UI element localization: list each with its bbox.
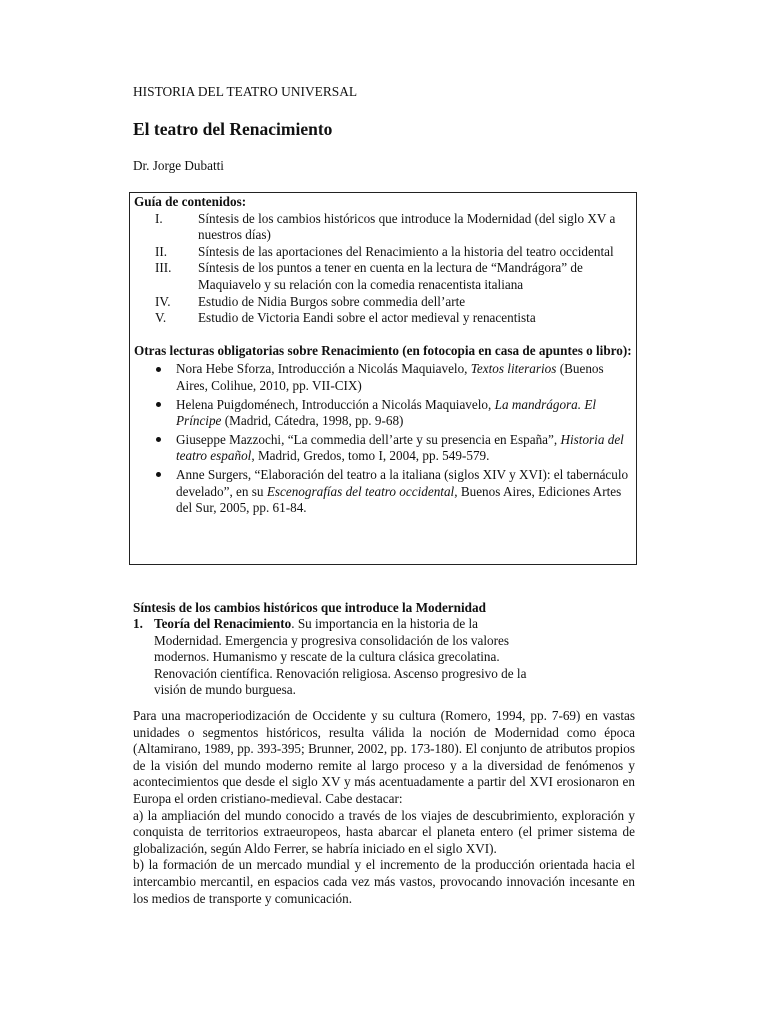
guide-item-text: Síntesis de los cambios históricos que introduce la Modernidad (del siglo XV a nuestros días) <box>198 210 616 243</box>
reading-publication: , Madrid, Gredos, tomo I, 2004, pp. 549-579. <box>251 448 490 464</box>
guide-item-number: I. <box>155 210 163 226</box>
guide-heading: Guía de contenidos: <box>134 194 247 209</box>
reading-book-title: Historia del teatro español <box>176 431 624 464</box>
guide-item <box>134 294 632 311</box>
reading-text: Nora Hebe Sforza, Introducción a Nicolás Maquiavelo, <box>176 361 471 377</box>
bullet-icon <box>156 367 161 372</box>
guide-item <box>134 310 632 327</box>
guide-item-text: Síntesis de los puntos a tener en cuenta en la lectura de “Mandrágora” de Maquiavelo y su relación con la comedia renacentista italiana <box>198 260 583 292</box>
reading-book-title: La mandrágora. El Príncipe <box>176 396 597 429</box>
guide-item-text: Síntesis de las aportaciones del Renacimiento a la historia del teatro occidental <box>198 243 614 259</box>
guide-item <box>134 244 632 261</box>
document-title: El teatro del Renacimiento <box>133 119 333 139</box>
point-description: . Su importancia en la historia de la Modernidad. Emergencia y progresiva consolidación de los valores modernos. Humanismo y rescate de la cultura clásica grecolatina. Renovación científica. Renovación religiosa. Ascenso progresivo de la visión de mundo burguesa. <box>154 616 527 698</box>
guide-item-text: Estudio de Nidia Burgos sobre commedia dell’arte <box>198 293 466 309</box>
reading-text: Giuseppe Mazzochi, “La commedia dell’arte y su presencia en España”, <box>176 431 561 447</box>
point-heading: Teoría del Renacimiento <box>154 616 292 631</box>
body-paragraph: Para una macroperiodización de Occidente y su cultura (Romero, 1994, pp. 7-69) en vastas unidades o segmentos históricos, resulta válida la noción de Modernidad como época (Altamirano, 1989, pp. 393-395; Brunner, 2002, pp. 173-180). El conjunto de atributos propios de la visión del mundo moderno remite al largo proceso y a la diversidad de fenómenos y acontecimientos que desde el siglo XV y más acentuadamente a partir del XVI erosionaron en Europa el orden cristiano-medieval. Cabe destacar: <box>133 708 635 806</box>
reading-publication: (Buenos Aires, Colihue, 2010, pp. VII-CIX) <box>176 361 604 393</box>
guide-item-text: Estudio de Victoria Eandi sobre el actor medieval y renacentista <box>198 310 536 326</box>
reading-item <box>134 361 632 394</box>
reading-text: Anne Surgers, “Elaboración del teatro a la italiana (siglos XIV y XVI): el tabernáculo develado”, en su <box>176 466 629 499</box>
numbered-point <box>133 616 543 699</box>
readings-heading: Otras lecturas obligatorias sobre Renacimiento (en fotocopia en casa de apuntes o libro): <box>134 342 632 358</box>
body-paragraph: b) la formación de un mercado mundial y el incremento de la producción orientada hacia el intercambio mercantil, en espacios cada vez más vastos, provocando innovación incesante en los medios de transporte y comunicación. <box>133 857 635 906</box>
guide-item-number: II. <box>155 243 168 259</box>
bullet-icon <box>156 472 161 477</box>
reading-publication: (Madrid, Cátedra, 1998, pp. 9-68) <box>221 413 404 429</box>
reading-item <box>134 467 632 517</box>
reading-item <box>134 432 632 465</box>
bullet-icon <box>156 402 161 407</box>
section-title: Síntesis de los cambios históricos que introduce la Modernidad <box>133 600 486 615</box>
author-name: Dr. Jorge Dubatti <box>133 158 224 173</box>
guide-item <box>134 260 632 293</box>
guide-item-number: III. <box>155 260 172 276</box>
body-paragraph: a) la ampliación del mundo conocido a través de los viajes de descubrimiento, exploración y conquista de territorios extraeuropeos, hasta abarcar el planeta entero (el primer sistema de globalización, según Aldo Ferrer, se habría iniciado en el siglo XVI). <box>133 807 635 856</box>
body-text <box>133 708 635 907</box>
reading-book-title: Textos literarios <box>470 361 557 377</box>
course-header: HISTORIA DEL TEATRO UNIVERSAL <box>133 84 358 99</box>
guide-item <box>134 211 632 244</box>
reading-text: Helena Puigdoménech, Introducción a Nicolás Maquiavelo, <box>176 396 495 412</box>
guide-item-number: V. <box>155 310 167 326</box>
reading-item <box>134 397 632 430</box>
bullet-icon <box>156 437 161 442</box>
contents-box <box>129 192 637 565</box>
reading-publication: , Buenos Aires, Ediciones Artes del Sur, 2005, pp. 61-84. <box>176 483 622 516</box>
point-number: 1. <box>133 616 143 631</box>
guide-item-number: IV. <box>155 293 171 309</box>
reading-book-title: Escenografías del teatro occidental <box>266 483 455 499</box>
